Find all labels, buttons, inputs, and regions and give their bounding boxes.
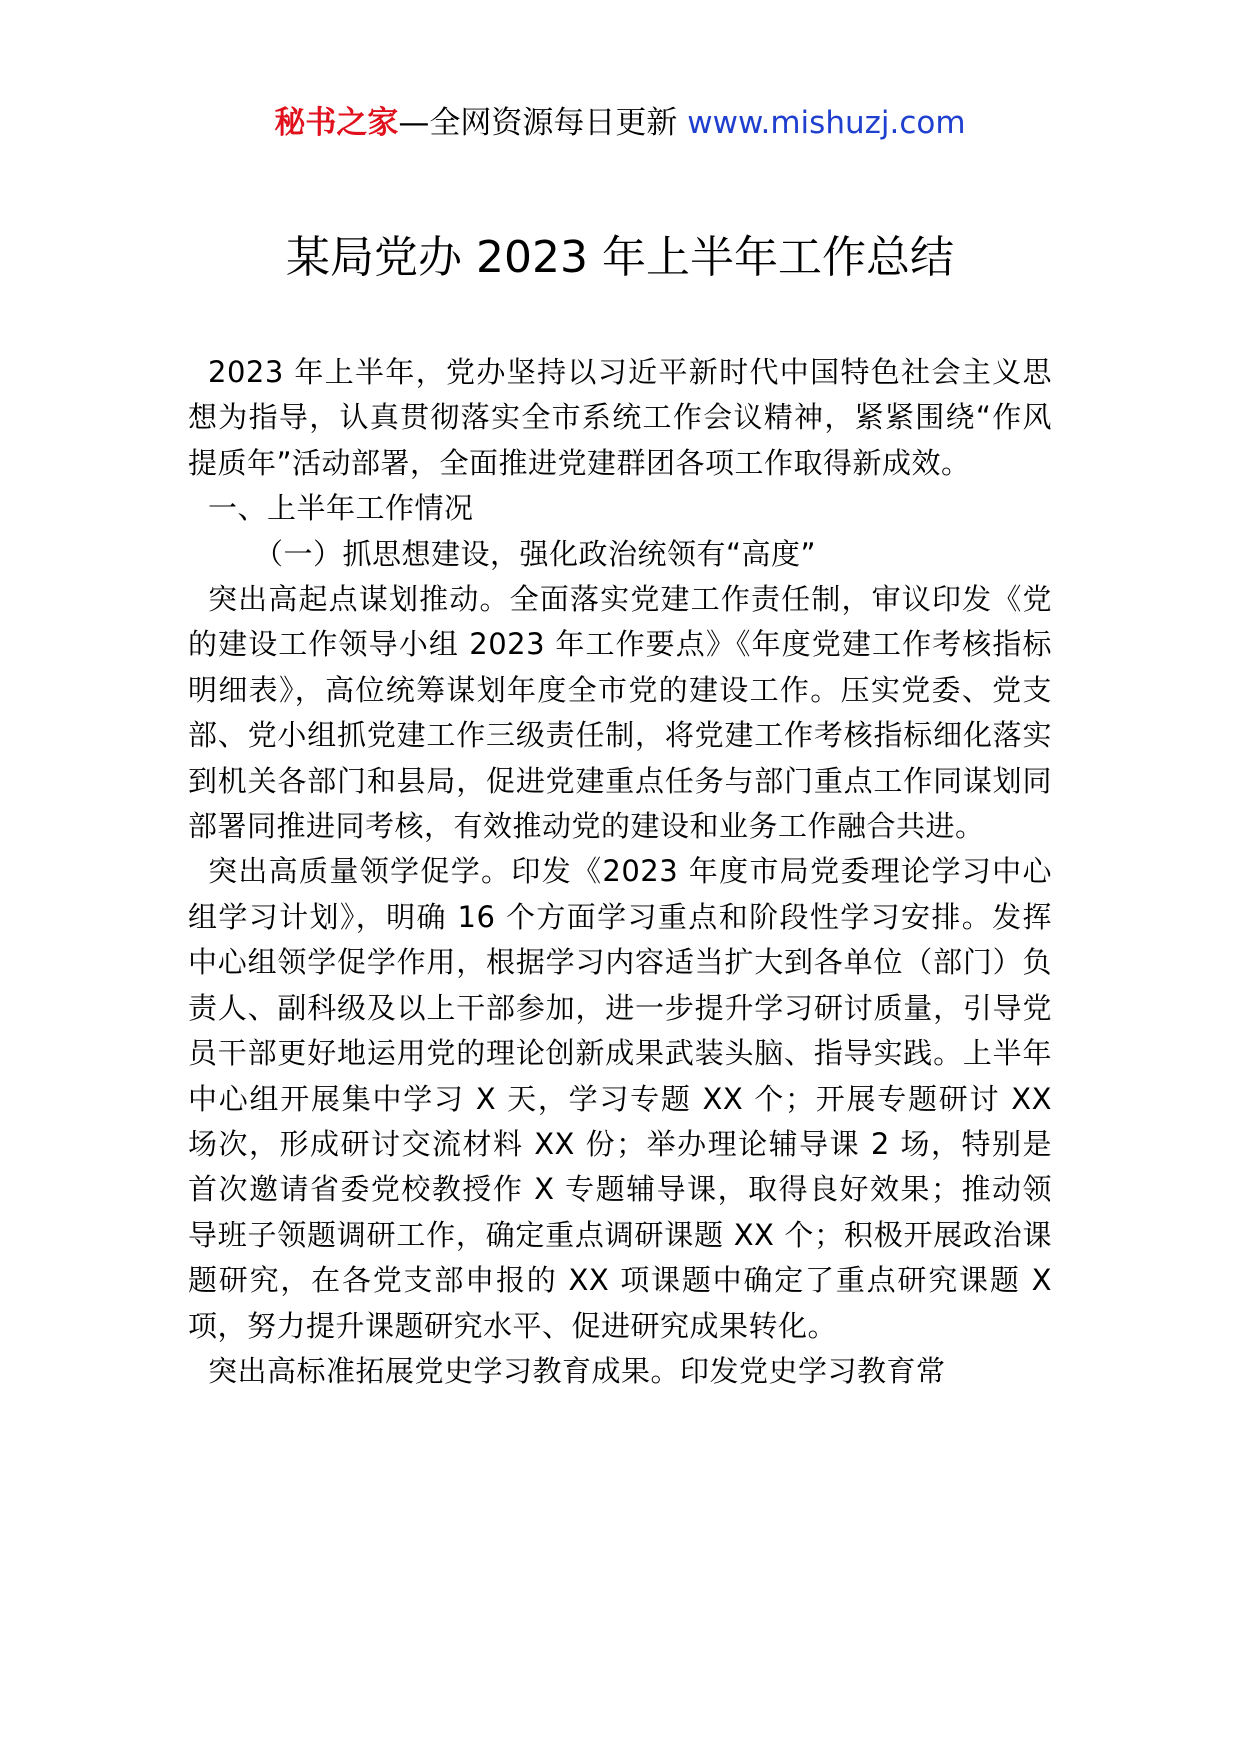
site-url-link[interactable]: www.mishuzj.com — [687, 105, 966, 141]
body-paragraph: 突出高标准拓展党史学习教育成果。印发党史学习教育常 — [208, 1353, 946, 1388]
document-body — [188, 350, 1052, 1394]
subsection-heading: （一）抓思想建设，强化政治统领有“高度” — [254, 536, 817, 571]
section-heading: 一、上半年工作情况 — [208, 491, 474, 526]
site-header — [0, 100, 1240, 146]
body-paragraph: 突出高起点谋划推动。全面落实党建工作责任制，审议印发《党的建设工作领导小组 2023 年工作要点》《年度党建工作考核指标明细表》，高位统筹谋划年度全市党的建设工作。压实党委、党支部、党小组抓党建工作三级责任制，将党建工作考核指标细化落实到机关各部门和县局，促进党建重点任务与部门重点工作同谋划同部署同推进同考核，有效推动党的建设和业务工作融合共进。 — [188, 582, 1052, 844]
document-title: 某局党办 2023 年上半年工作总结 — [286, 232, 954, 283]
intro-paragraph: 2023 年上半年，党办坚持以习近平新时代中国特色社会主义思想为指导，认真贯彻落实全市系统工作会议精神，紧紧围绕“作风提质年”活动部署，全面推进党建群团各项工作取得新成效。 — [188, 355, 1052, 480]
site-slogan: —全网资源每日更新 — [398, 105, 688, 141]
body-paragraph: 突出高质量领学促学。印发《2023 年度市局党委理论学习中心组学习计划》，明确 16 个方面学习重点和阶段性学习安排。发挥中心组领学促学作用，根据学习内容适当扩大到各单位（部门）负责人、副科级及以上干部参加，进一步提升学习研讨质量，引导党员干部更好地运用党的理论创新成果武装头脑、指导实践。上半年中心组开展集中学习 X 天，学习专题 XX 个；开展专题研讨 XX 场次，形成研讨交流材料 XX 份；举办理论辅导课 2 场，特别是首次邀请省委党校教授作 X 专题辅导课，取得良好效果；推动领导班子领题调研工作，确定重点调研课题 XX 个；积极开展政治课题研究，在各党支部申报的 XX 项课题中确定了重点研究课题 X 项，努力提升课题研究水平、促进研究成果转化。 — [188, 854, 1052, 1343]
site-brand: 秘书之家 — [274, 105, 399, 141]
